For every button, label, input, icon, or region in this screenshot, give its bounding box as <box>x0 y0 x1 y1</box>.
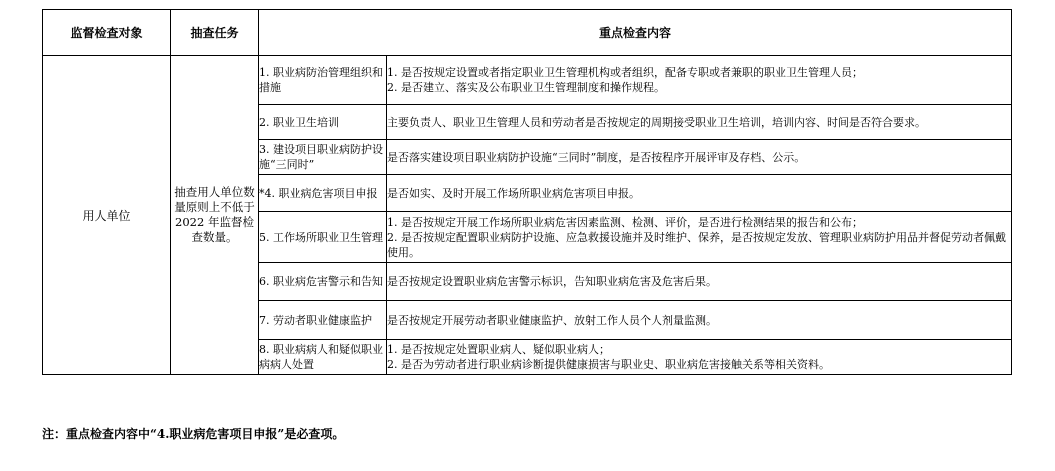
content-cell <box>387 56 1012 105</box>
content-line: 1. 是否按规定处置职业病人、疑似职业病人； 2. 是否为劳动者进行职业病诊断提供健康损害与职业史、职业病危害接触关系等相关资料。 <box>387 343 830 371</box>
task-cell: 3. 建设项目职业病防护设施“三同时” <box>259 140 387 175</box>
content-cell: 是否按规定开展劳动者职业健康监护、放射工作人员个人剂量监测。 <box>387 301 1012 340</box>
task-cell: 7. 劳动者职业健康监护 <box>259 301 387 340</box>
content-cell <box>387 212 1012 263</box>
inspection-table <box>42 9 1012 375</box>
task-cell: 8. 职业病病人和疑似职业病病人处置 <box>259 340 387 375</box>
content-cell: 是否按规定设置职业病危害警示标识，告知职业病危害及危害后果。 <box>387 263 1012 301</box>
content-cell: 是否如实、及时开展工作场所职业病危害项目申报。 <box>387 175 1012 212</box>
header-task: 抽查任务 <box>171 10 259 56</box>
content-line: 1. 是否按规定开展工作场所职业病危害因素监测、检测、评价，是否进行检测结果的报告和公布； 2. 是否按规定配置职业病防护设施、应急救援设施并及时维护、保养，是否按规定发放、管理职业病防护用品并督促劳动者佩戴使用。 <box>387 215 1006 259</box>
task-cell: 5. 工作场所职业卫生管理 <box>259 212 387 263</box>
object-cell: 用人单位 <box>43 56 171 375</box>
content-cell: 是否落实建设项目职业病防护设施“三同时”制度，是否按程序开展评审及存档、公示。 <box>387 140 1012 175</box>
header-content: 重点检查内容 <box>259 10 1012 56</box>
task-description-cell: 抽查用人单位数量原则上不低于 2022 年监督检查数量。 <box>171 56 259 375</box>
table-row <box>43 56 1012 105</box>
header-object: 监督检查对象 <box>43 10 171 56</box>
content-cell <box>387 340 1012 375</box>
task-cell: 2. 职业卫生培训 <box>259 105 387 140</box>
task-cell: *4. 职业病危害项目申报 <box>259 175 387 212</box>
footnote: 注：重点检查内容中“4.职业病危害项目申报”是必查项。 <box>42 427 345 441</box>
task-cell: 6. 职业病危害警示和告知 <box>259 263 387 301</box>
header-row <box>43 10 1012 56</box>
content-line: 1. 是否按规定设置或者指定职业卫生管理机构或者组织，配备专职或者兼职的职业卫生管理人员； 2. 是否建立、落实及公布职业卫生管理制度和操作规程。 <box>387 66 863 94</box>
task-cell: 1. 职业病防治管理组织和措施 <box>259 56 387 105</box>
content-cell: 主要负责人、职业卫生管理人员和劳动者是否按规定的周期接受职业卫生培训，培训内容、时间是否符合要求。 <box>387 105 1012 140</box>
